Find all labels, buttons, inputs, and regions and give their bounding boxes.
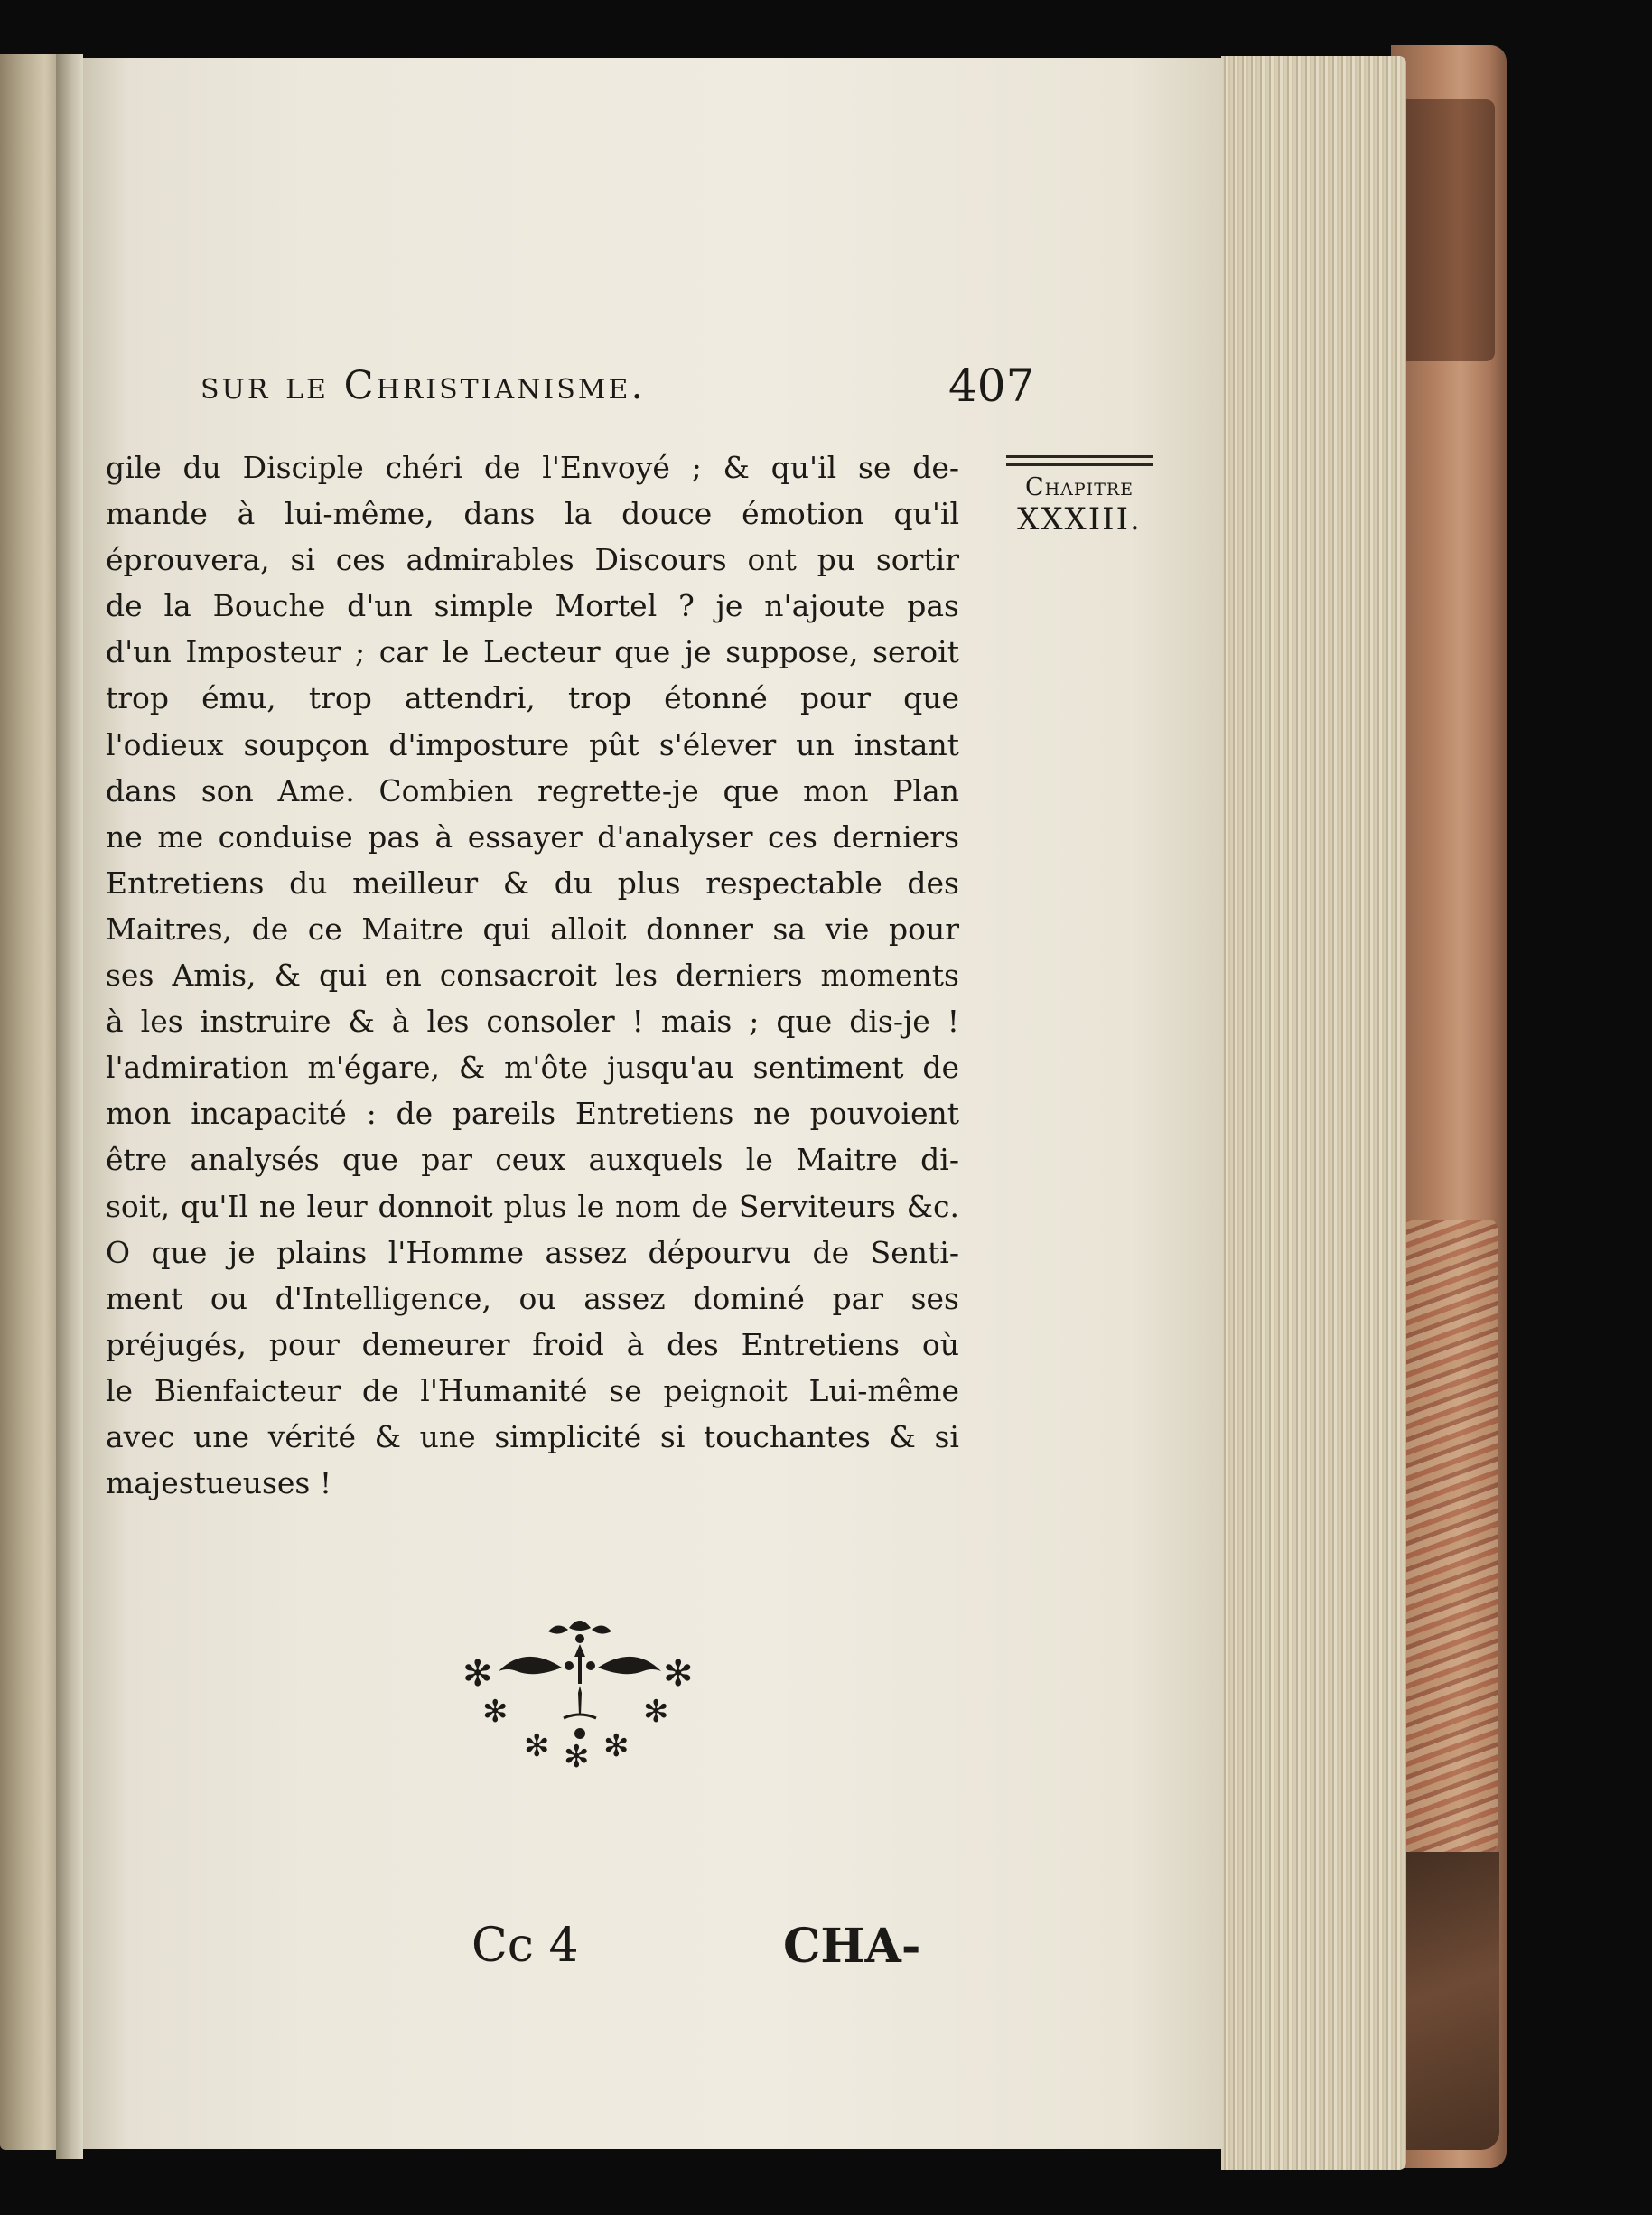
svg-text:✻: ✻ bbox=[524, 1728, 550, 1764]
body-line: l'odieux soupçon d'imposture pût s'élever un instant bbox=[106, 726, 959, 762]
chapter-label: Chapitre bbox=[1024, 473, 1134, 501]
printed-page bbox=[83, 58, 1223, 2149]
double-rule bbox=[1006, 455, 1153, 466]
body-line: éprouvera, si ces admirables Discours ont pu sortir bbox=[106, 542, 959, 578]
page-number: 407 bbox=[948, 360, 1035, 412]
svg-text:✻: ✻ bbox=[564, 1739, 590, 1770]
body-line: trop ému, trop attendri, trop étonné pour que bbox=[106, 680, 959, 716]
svg-text:✻: ✻ bbox=[663, 1653, 694, 1695]
svg-text:✻: ✻ bbox=[603, 1728, 630, 1764]
cover-leather-patch bbox=[1405, 99, 1495, 361]
svg-text:✻: ✻ bbox=[643, 1694, 669, 1730]
gutter bbox=[56, 54, 83, 2159]
body-line: avec une vérité & une simplicité si touchantes & si bbox=[106, 1418, 959, 1454]
page-edges bbox=[1221, 56, 1406, 2170]
signature-mark: Cc 4 bbox=[471, 1919, 579, 1973]
body-line: de la Bouche d'un simple Mortel ? je n'ajoute pas bbox=[106, 588, 959, 624]
body-line: Entretiens du meilleur & du plus respectable des bbox=[106, 865, 959, 901]
body-line: d'un Imposteur ; car le Lecteur que je suppose, seroit bbox=[106, 634, 959, 670]
body-line: le Bienfaicteur de l'Humanité se peignoit Lui-même bbox=[106, 1372, 959, 1408]
running-head-title: sur le Christianisme. bbox=[201, 363, 647, 408]
body-line: dans son Ame. Combien regrette-je que mon Plan bbox=[106, 772, 959, 808]
body-line: mande à lui-même, dans la douce émotion qu'il bbox=[106, 496, 959, 532]
body-line: ne me conduise pas à essayer d'analyser ces derniers bbox=[106, 818, 959, 855]
chapter-margin-note bbox=[1003, 446, 1156, 537]
body-line: préjugés, pour demeurer froid à des Entretiens où bbox=[106, 1326, 959, 1362]
body-line: être analysés que par ceux auxquels le Maitre di- bbox=[106, 1142, 959, 1178]
body-line: gile du Disciple chéri de l'Envoyé ; & qu'il se de- bbox=[106, 450, 959, 485]
body-line: O que je plains l'Homme assez dépourvu de Senti- bbox=[106, 1234, 959, 1270]
body-line: majestueuses ! bbox=[106, 1465, 332, 1501]
body-text bbox=[106, 444, 959, 1506]
chapter-number: XXXIII. bbox=[1017, 501, 1142, 537]
cover-marbled-paper bbox=[1398, 1220, 1498, 1852]
body-line: à les instruire & à les consoler ! mais ; que dis-je ! bbox=[106, 1004, 959, 1040]
body-line: mon incapacité : de pareils Entretiens ne pouvoient bbox=[106, 1096, 959, 1132]
body-line: l'admiration m'égare, & m'ôte jusqu'au sentiment de bbox=[106, 1050, 959, 1086]
svg-text:✻: ✻ bbox=[482, 1694, 509, 1730]
body-line: Maitres, de ce Maitre qui alloit donner sa vie pour bbox=[106, 911, 959, 947]
left-facing-page bbox=[0, 54, 56, 2150]
fleuron-ornament-icon bbox=[462, 1612, 697, 1770]
svg-text:✻: ✻ bbox=[462, 1653, 493, 1695]
catchword: CHA- bbox=[783, 1919, 921, 1974]
body-line: soit, qu'Il ne leur donnoit plus le nom de Serviteurs &c. bbox=[106, 1188, 959, 1224]
running-head bbox=[201, 356, 1035, 419]
body-line: ses Amis, & qui en consacroit les derniers moments bbox=[106, 958, 959, 994]
body-line: ment ou d'Intelligence, ou assez dominé par ses bbox=[106, 1280, 959, 1316]
